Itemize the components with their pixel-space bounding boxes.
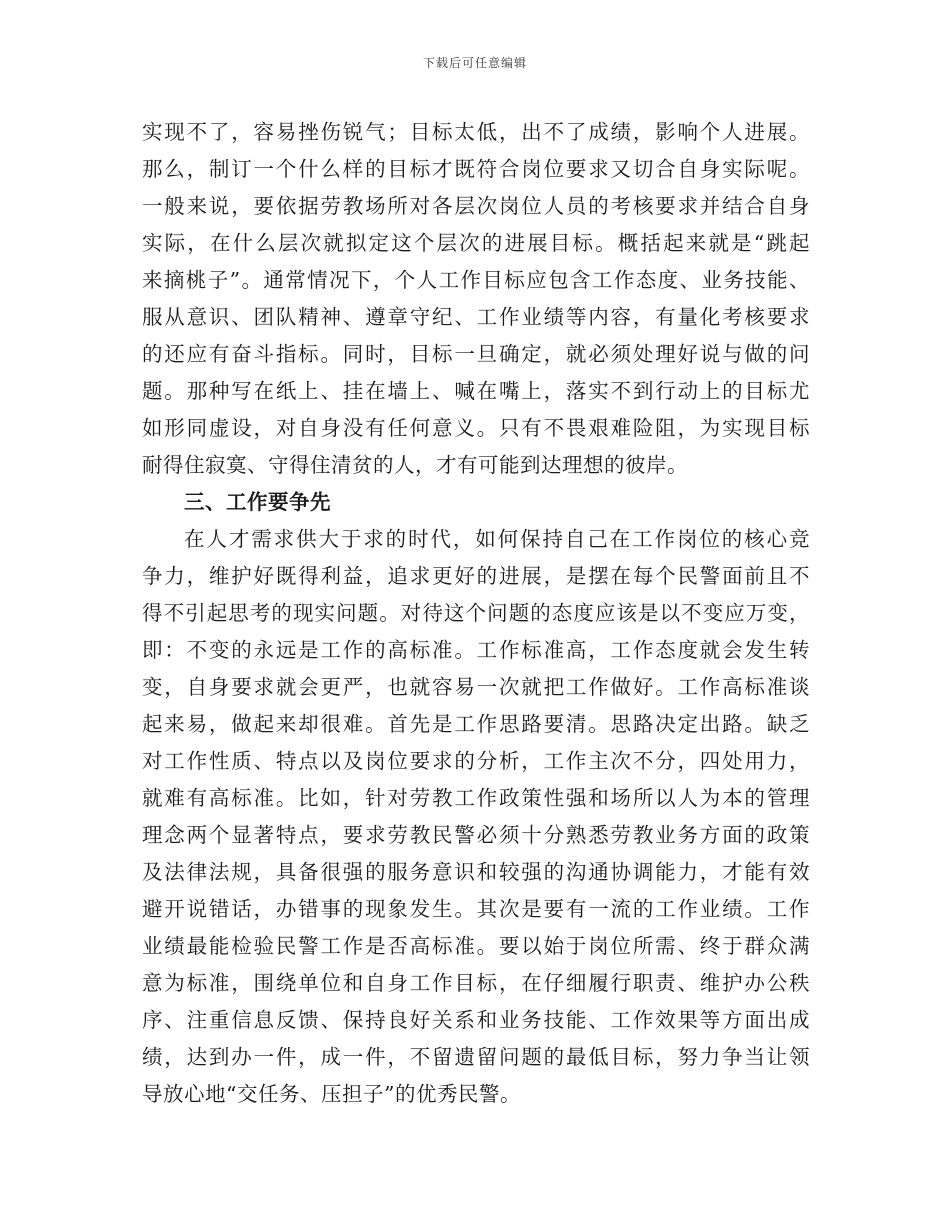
paragraph-line: 及法律法规，具备很强的服务意识和较强的沟通协调能力，才能有效	[142, 860, 810, 884]
page-header: 下载后可任意编辑	[422, 56, 527, 70]
paragraph-line: 一般来说，要依据劳教场所对各层次岗位人员的考核要求并结合自身	[142, 194, 810, 218]
paragraph-line: 那么，制订一个什么样的目标才既符合岗位要求又切合自身实际呢。	[142, 157, 810, 181]
document-body	[142, 114, 810, 1113]
paragraph-line: 导放心地“交任务、压担子”的优秀民警。	[142, 1082, 521, 1106]
paragraph-line: 起来易，做起来却很难。首先是工作思路要清。思路决定出路。缺乏	[142, 712, 810, 736]
paragraph-line: 实际，在什么层次就拟定这个层次的进展目标。概括起来就是“跳起	[142, 231, 810, 255]
paragraph-line: 理念两个显著特点，要求劳教民警必须十分熟悉劳教业务方面的政策	[142, 823, 810, 847]
paragraph-line: 得不引起思考的现实问题。对待这个问题的态度应该是以不变应万变，	[142, 601, 810, 625]
paragraph-line: 题。那种写在纸上、挂在墙上、喊在嘴上，落实不到行动上的目标尤	[142, 379, 810, 403]
paragraph-line: 就难有高标准。比如，针对劳教工作政策性强和场所以人为本的管理	[142, 786, 810, 810]
paragraph-line: 避开说错话，办错事的现象发生。其次是要有一流的工作业绩。工作	[142, 897, 810, 921]
paragraph-line: 即：不变的永远是工作的高标准。工作标准高，工作态度就会发生转	[142, 638, 810, 662]
paragraph-line: 实现不了，容易挫伤锐气；目标太低，出不了成绩，影响个人进展。	[142, 120, 810, 144]
paragraph-line: 变，自身要求就会更严，也就容易一次就把工作做好。工作高标准谈	[142, 675, 810, 699]
paragraph-line: 对工作性质、特点以及岗位要求的分析，工作主次不分，四处用力，	[142, 749, 810, 773]
section-heading: 三、工作要争先	[184, 490, 331, 514]
paragraph-line: 争力，维护好既得利益，追求更好的进展，是摆在每个民警面前且不	[142, 564, 810, 588]
paragraph-line: 序、注重信息反馈、保持良好关系和业务技能、工作效果等方面出成	[142, 1008, 810, 1032]
paragraph-line: 业绩最能检验民警工作是否高标准。要以始于岗位所需、终于群众满	[142, 934, 810, 958]
paragraph-line: 服从意识、团队精神、遵章守纪、工作业绩等内容，有量化考核要求	[142, 305, 810, 329]
paragraph-line: 在人才需求供大于求的时代，如何保持自己在工作岗位的核心竞	[184, 527, 810, 551]
paragraph-line: 的还应有奋斗指标。同时，目标一旦确定，就必须处理好说与做的问	[142, 342, 810, 366]
paragraph-line: 意为标准，围绕单位和自身工作目标，在仔细履行职责、维护办公秩	[142, 971, 810, 995]
paragraph-line: 绩，达到办一件，成一件，不留遗留问题的最低目标，努力争当让领	[142, 1045, 810, 1069]
paragraph-line: 耐得住寂寞、守得住清贫的人，才有可能到达理想的彼岸。	[142, 453, 688, 477]
paragraph-line: 如形同虚设，对自身没有任何意义。只有不畏艰难险阻，为实现目标	[142, 416, 810, 440]
paragraph-line: 来摘桃子”。通常情况下，个人工作目标应包含工作态度、业务技能、	[142, 268, 810, 292]
